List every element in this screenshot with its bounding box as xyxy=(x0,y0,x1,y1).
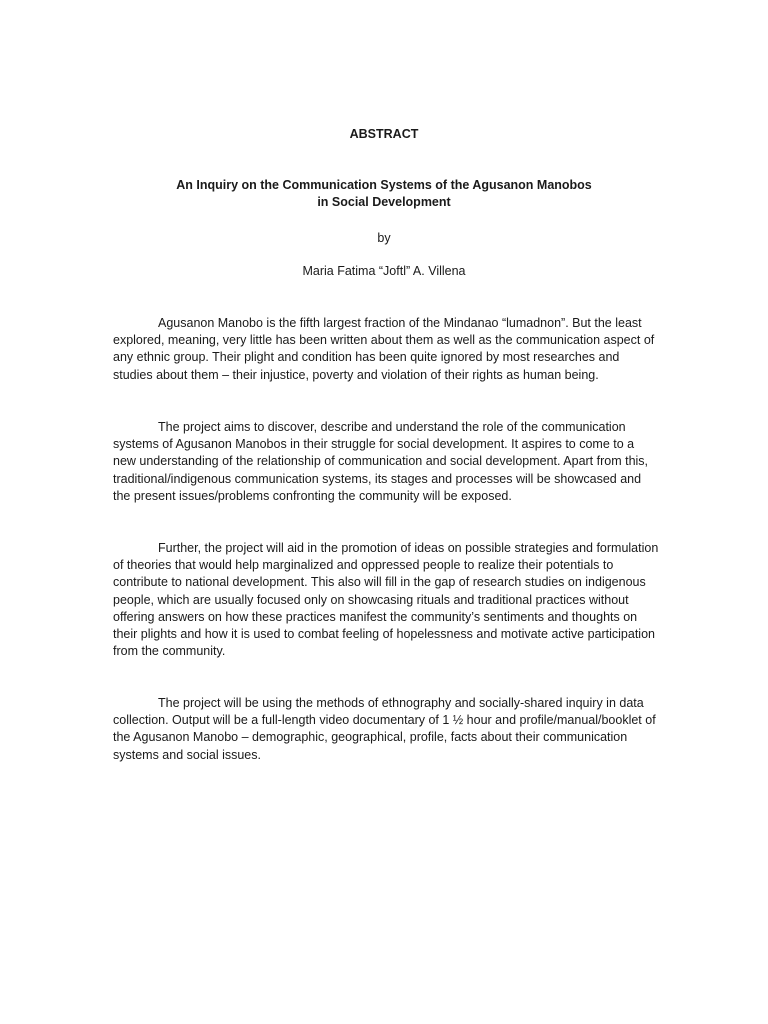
author-name: Maria Fatima “Joftl” A. Villena xyxy=(302,264,466,278)
document-title-line-1: An Inquiry on the Communication Systems of the Agusanon Manobos xyxy=(176,178,592,192)
byline-label: by xyxy=(377,231,391,245)
abstract-paragraph-3: Further, the project will aid in the promotion of ideas on possible strategies and formulation of theories that would help marginalized and oppressed people to realize their potentials to contribute to national development. This also will fill in the gap of research studies on indigenous people, which are usually focused only on showcasing rituals and traditional practices without offering answers on how these practices manifest the community’s sentiments and thoughts on their plights and how it is used to combat feeling of hopelessness and motivate active participation from the community. xyxy=(113,541,659,659)
abstract-paragraph-1: Agusanon Manobo is the fifth largest fraction of the Mindanao “lumadnon”. But the least explored, meaning, very little has been written about them as well as the communication aspect of any ethnic group. Their plight and condition has been quite ignored by most researches and studies about them – their injustice, poverty and violation of their rights as human being. xyxy=(113,316,655,382)
document-title xyxy=(0,177,768,211)
document-title-line-2: in Social Development xyxy=(317,195,451,210)
abstract-heading: ABSTRACT xyxy=(349,127,419,141)
abstract-paragraph-4: The project will be using the methods of ethnography and socially-shared inquiry in data collection. Output will be a full-length video documentary of 1 ½ hour and profile/manual/booklet of the Agusanon Manobo – demographic, geographical, profile, facts about their communication systems and social issues. xyxy=(113,696,656,762)
abstract-paragraph-2: The project aims to discover, describe and understand the role of the communication systems of Agusanon Manobos in their struggle for social development. It aspires to come to a new understanding of the relationship of communication and social development. Apart from this, traditional/indigenous communication systems, its stages and processes will be showcased and the present issues/problems confronting the community will be exposed. xyxy=(113,420,649,503)
